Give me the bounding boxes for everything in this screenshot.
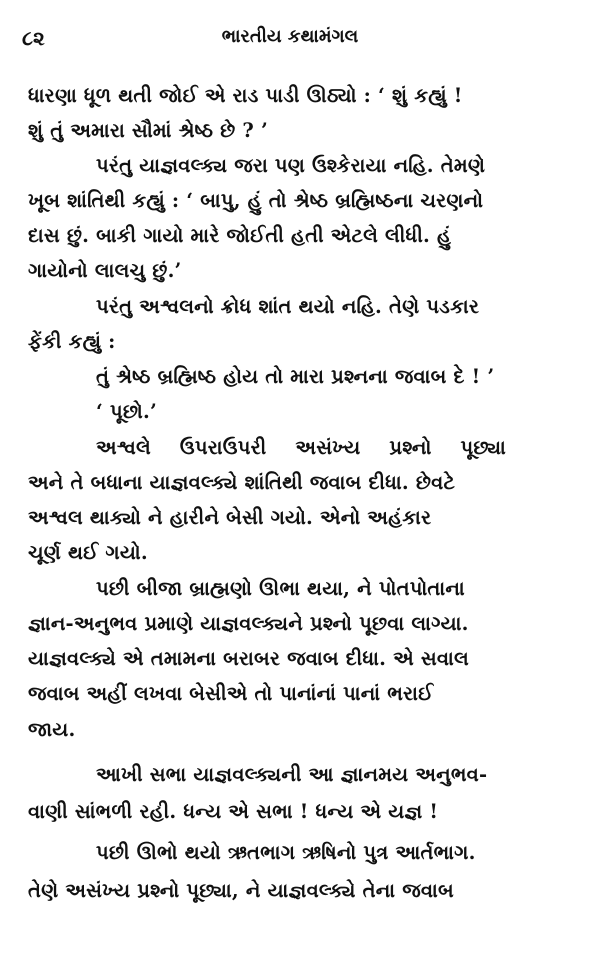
text-line: ખૂબ શાંતિથી કહ્યું : ‘ બાપુ, હું તો શ્રેષ્ઠ બ્રહ્મિષ્ઠના ચરણનો — [28, 189, 484, 212]
text-line: તું શ્રેષ્ઠ બ્રહ્મિષ્ઠ હોય તો મારા પ્રશ્નના જવાબ દે ! ’ — [96, 365, 495, 388]
text-line: જ્ઞાન-અનુભવ પ્રમાણે યાજ્ઞવલ્ક્યને પ્રશ્નો પૂછવા લાગ્યા. — [28, 612, 469, 635]
running-title: ભારતીય કથામંગલ — [221, 26, 359, 47]
text-line: આખી સભા યાજ્ઞવલ્ક્યની આ જ્ઞાનમય અનુભવ- — [96, 763, 488, 786]
text-line: પરંતુ યાજ્ઞવલ્ક્ય જરા પણ ઉશ્કેરાયા નહિ. તેમણે — [96, 154, 486, 177]
text-line: અશ્વલ થાક્યો ને હારીને બેસી ગયો. એનો અહંકાર — [28, 506, 432, 529]
page-number: ૮૨ — [22, 26, 45, 50]
text-line: ‘ પૂછો.’ — [96, 400, 157, 423]
text-line: પરંતુ અશ્વલનો ક્રોધ શાંત થયો નહિ. તેણે પડકાર — [96, 295, 480, 318]
page-header — [0, 26, 600, 56]
text-line: ધારણા ધૂળ થતી જોઈ એ રાડ પાડી ઊઠ્યો : ‘ શું કહ્યું ! — [28, 84, 463, 107]
text-line: દાસ છું. બાકી ગાયો મારે જોઈતી હતી એટલે લીધી. હું — [28, 224, 452, 247]
text-line: જવાબ અહીં લખવા બેસીએ તો પાનાંનાં પાનાં ભરાઈ — [28, 682, 434, 705]
text-line: અને તે બધાના યાજ્ઞવલ્ક્યે શાંતિથી જવાબ દીધા. છેવટે — [28, 471, 456, 494]
text-line: ગાયોનો લાલચુ છું.’ — [28, 259, 182, 282]
text-line: શું તું અમારા સૌમાં શ્રેષ્ઠ છે ? ’ — [28, 119, 268, 142]
text-line: પછી બીજા બ્રાહ્મણો ઊભા થયા, ને પોતપોતાના — [96, 577, 465, 600]
text-line: વાણી સાંભળી રહી. ધન્ય એ સભા ! ધન્ય એ યજ્ઞ ! — [28, 800, 439, 823]
text-line: ચૂર્ણ થઈ ગયો. — [28, 541, 148, 564]
text-line: અશ્વલે ઉપરાઉપરી અસંખ્ય પ્રશ્નો પૂછ્યા — [96, 436, 506, 459]
text-line: તેણે અસંખ્ય પ્રશ્નો પૂછ્યા, ને યાજ્ઞવલ્ક્યે તેના જવાબ — [28, 879, 454, 902]
text-line: ફેંકી કહ્યું : — [28, 330, 116, 353]
text-line: પછી ઊભો થયો ઋતભાગ ઋષિનો પુત્ર આર્તભાગ. — [96, 841, 476, 864]
text-line: યાજ્ઞવલ્ક્યે એ તમામના બરાબર જવાબ દીધા. એ સવાલ — [28, 647, 469, 670]
text-line: જાય. — [28, 718, 76, 741]
